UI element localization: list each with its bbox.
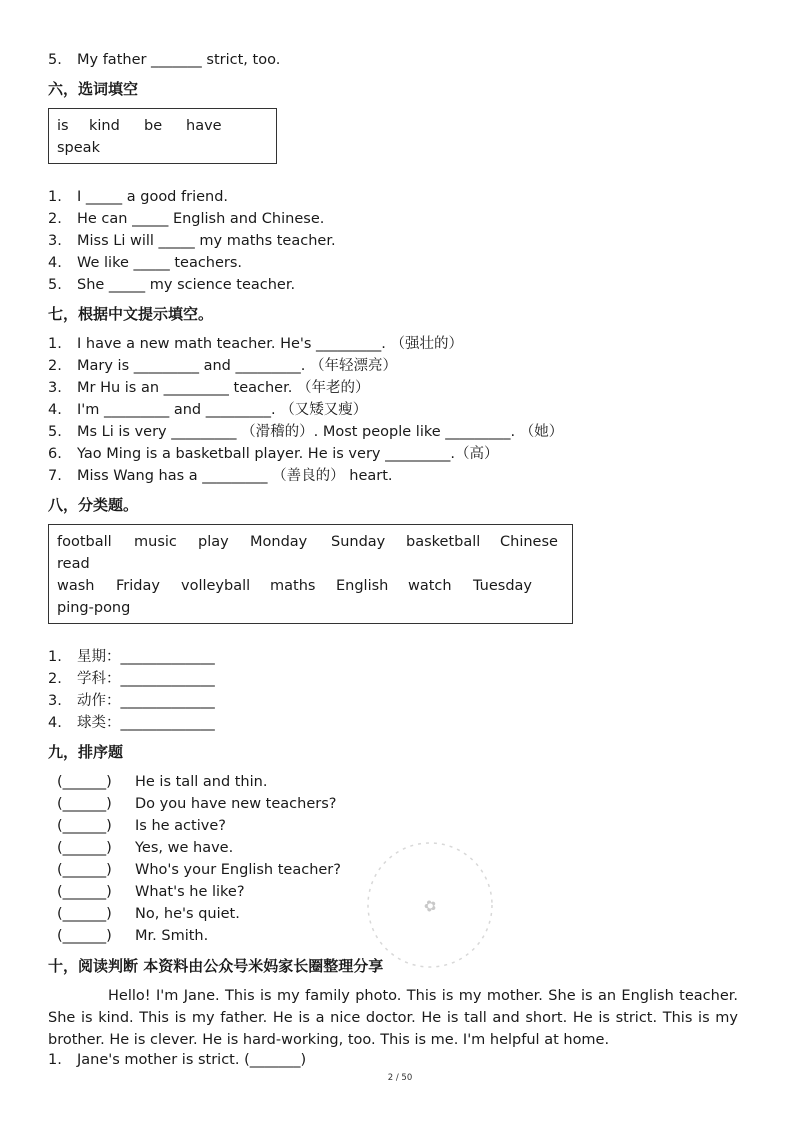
- question-line: [48, 231, 336, 251]
- question-line: [48, 691, 215, 711]
- word-list-row: [57, 598, 130, 618]
- ordering-sentence: Yes, we have.: [135, 840, 234, 856]
- question-line: [48, 334, 463, 354]
- question-number: 1.: [48, 1052, 62, 1068]
- answer-blank: (______): [57, 774, 112, 790]
- question-text: 球类：_____________: [77, 715, 215, 731]
- question-line: [48, 378, 369, 398]
- word-list-row: [57, 576, 532, 596]
- word-list-word: volleyball: [181, 578, 251, 594]
- question-number: 3.: [48, 693, 62, 709]
- question-number: 5.: [48, 424, 62, 440]
- ordering-sentence: What's he like?: [135, 884, 245, 900]
- question-text: We like _____ teachers.: [77, 255, 243, 271]
- question-number: 3.: [48, 380, 62, 396]
- question-line: [48, 444, 498, 464]
- question-text: My father _______ strict, too.: [77, 52, 281, 68]
- question-line: [48, 187, 228, 207]
- question-text: I'm _________ and _________. （又矮又瘦）: [77, 402, 368, 418]
- word-list-row: [57, 554, 90, 574]
- answer-blank: (______): [57, 818, 112, 834]
- svg-text:✿: ✿: [421, 895, 440, 917]
- question-text: Mr Hu is an _________ teacher. （年老的）: [77, 380, 370, 396]
- reading-passage: Hello! I'm Jane. This is my family photo. This is my mother. She is an English teacher. She is kind. This is my father. He is a nice doctor. He is tall and short. He is strict. This is my brother. He is clever. He is hard-working, too. This is me. I'm helpful at home.: [48, 988, 738, 1048]
- section-heading: 九，排序题: [48, 743, 124, 761]
- word-list-word: read: [57, 556, 90, 572]
- ordering-item: [57, 838, 234, 858]
- question-number: 1.: [48, 336, 62, 352]
- word-list-word: watch: [408, 578, 452, 594]
- word-list-word: English: [336, 578, 389, 594]
- ordering-item: [57, 860, 341, 880]
- answer-blank: (______): [57, 796, 112, 812]
- question-number: 2.: [48, 211, 62, 227]
- question-line: [48, 466, 393, 486]
- answer-blank: (______): [57, 884, 112, 900]
- word-bank-word: have: [186, 118, 222, 134]
- word-list-row: [57, 532, 558, 552]
- word-list-word: Tuesday: [473, 578, 532, 594]
- word-list-word: Friday: [116, 578, 160, 594]
- question-text: He can _____ English and Chinese.: [77, 211, 325, 227]
- ordering-sentence: He is tall and thin.: [135, 774, 268, 790]
- word-list-word: wash: [57, 578, 95, 594]
- question-line: [48, 1050, 306, 1070]
- section-heading: 六，选词填空: [48, 80, 139, 98]
- question-text: Ms Li is very _________ （滑稽的）. Most people like _________. （她）: [77, 424, 564, 440]
- ordering-sentence: Mr. Smith.: [135, 928, 209, 944]
- question-text: 动作：_____________: [77, 693, 215, 709]
- question-number: 1.: [48, 649, 62, 665]
- word-list-word: Monday: [250, 534, 308, 550]
- ordering-item: [57, 882, 245, 902]
- word-bank-word: kind: [89, 118, 120, 134]
- answer-blank: (______): [57, 906, 112, 922]
- question-line: [48, 50, 280, 70]
- section-heading: 七，根据中文提示填空。: [48, 305, 214, 323]
- question-text: Jane's mother is strict. (_______): [77, 1052, 307, 1068]
- question-text: She _____ my science teacher.: [77, 277, 296, 293]
- ordering-sentence: No, he's quiet.: [135, 906, 240, 922]
- page-number: 2 / 50: [387, 1073, 413, 1083]
- ordering-sentence: Is he active?: [135, 818, 226, 834]
- watermark-seal: [360, 835, 500, 975]
- question-text: Miss Li will _____ my maths teacher.: [77, 233, 336, 249]
- ordering-item: [57, 904, 240, 924]
- word-list-word: Sunday: [331, 534, 386, 550]
- word-list-word: play: [198, 534, 229, 550]
- word-list-word: music: [134, 534, 177, 550]
- question-text: 学科：_____________: [77, 671, 215, 687]
- ordering-item: [57, 926, 209, 946]
- answer-blank: (______): [57, 840, 112, 856]
- ordering-item: [57, 816, 226, 836]
- ordering-item: [57, 794, 337, 814]
- word-bank-word: be: [144, 118, 163, 134]
- question-text: Yao Ming is a basketball player. He is very _________.（高）: [77, 446, 499, 462]
- word-list-word: basketball: [406, 534, 481, 550]
- answer-blank: (______): [57, 862, 112, 878]
- ordering-sentence: Who's your English teacher?: [135, 862, 341, 878]
- question-line: [48, 253, 242, 273]
- question-number: 4.: [48, 715, 62, 731]
- word-bank-box: [48, 108, 277, 164]
- question-line: [48, 647, 215, 667]
- word-bank-row: [57, 116, 222, 136]
- question-number: 6.: [48, 446, 62, 462]
- question-line: [48, 209, 324, 229]
- ordering-item: [57, 772, 268, 792]
- word-bank-row: [57, 138, 100, 158]
- question-text: 星期：_____________: [77, 649, 215, 665]
- question-text: Mary is _________ and _________. （年轻漂亮）: [77, 358, 397, 374]
- question-text: I have a new math teacher. He's _________. （强壮的）: [77, 336, 464, 352]
- question-line: [48, 400, 367, 420]
- question-line: [48, 669, 215, 689]
- section-heading: 十，阅读判断 本资料由公众号米妈家长圈整理分享: [48, 957, 384, 975]
- question-text: Miss Wang has a _________ （善良的） heart.: [77, 468, 393, 484]
- word-bank-word: speak: [57, 140, 100, 156]
- question-number: 7.: [48, 468, 62, 484]
- question-line: [48, 422, 563, 442]
- question-number: 4.: [48, 255, 62, 271]
- word-list-box: [48, 524, 573, 624]
- question-number: 5.: [48, 52, 62, 68]
- word-bank-word: is: [57, 118, 69, 134]
- ordering-sentence: Do you have new teachers?: [135, 796, 337, 812]
- word-list-word: maths: [270, 578, 316, 594]
- question-number: 2.: [48, 358, 62, 374]
- answer-blank: (______): [57, 928, 112, 944]
- question-line: [48, 713, 215, 733]
- word-list-word: Chinese: [500, 534, 558, 550]
- question-number: 4.: [48, 402, 62, 418]
- word-list-word: ping-pong: [57, 600, 131, 616]
- question-text: I _____ a good friend.: [77, 189, 229, 205]
- question-line: [48, 275, 295, 295]
- question-number: 1.: [48, 189, 62, 205]
- question-number: 3.: [48, 233, 62, 249]
- question-number: 5.: [48, 277, 62, 293]
- word-list-word: football: [57, 534, 112, 550]
- question-number: 2.: [48, 671, 62, 687]
- section-heading: 八，分类题。: [48, 496, 139, 514]
- question-line: [48, 356, 397, 376]
